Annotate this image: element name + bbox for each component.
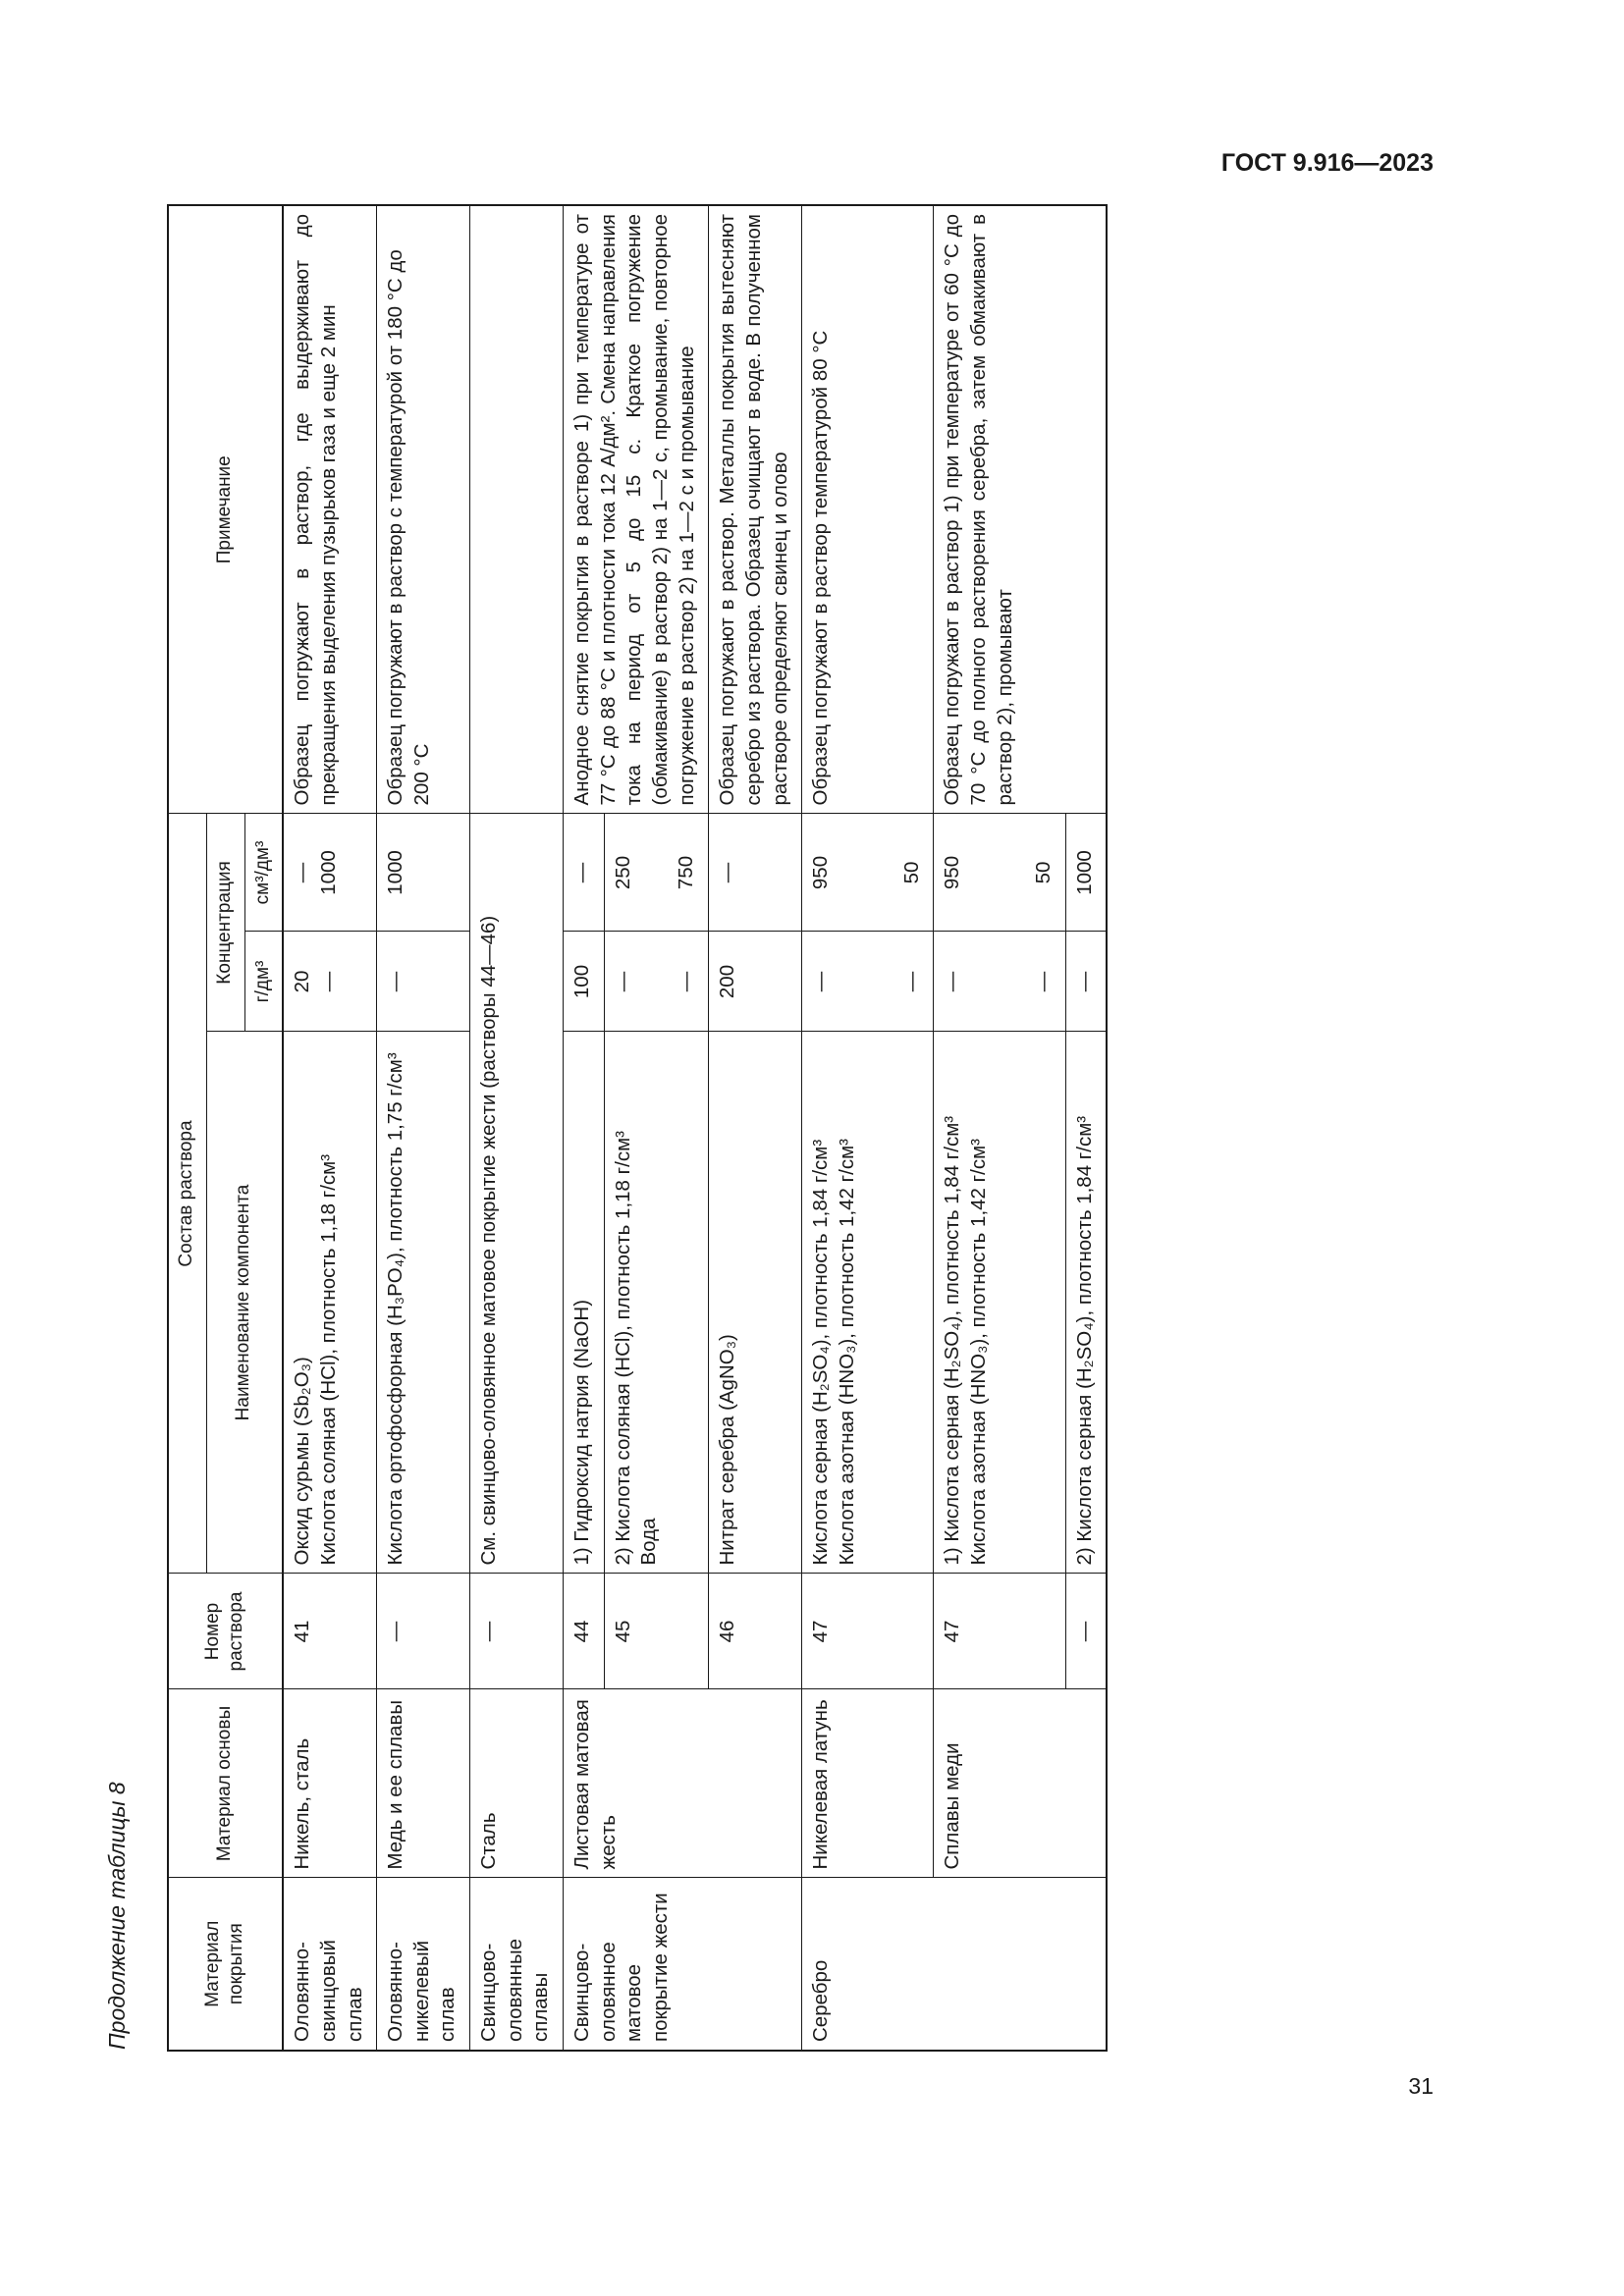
cell-note: Анодное снятие покрытия в растворе 1) при температуре от 77 °С до 88 °С и плотности тока 12 А/дм². Смена направления тока на период от 5 до 15 с. Краткое погружение (обмакивание) в раствор 2) на 1—2 с, промывание, повторное погружение в раствор 2) на 1—2 с и промывание (564, 205, 709, 814)
table-row (802, 205, 934, 2051)
header-composition: Состав раствора (168, 814, 206, 1574)
cell-base: Листовая матовая жесть (564, 1689, 802, 1878)
header-base: Материал основы (168, 1689, 283, 1878)
table-row (564, 205, 605, 2051)
component-name: 2) Кислота соляная (HCl), плотность 1,18 г/см³ (611, 1131, 634, 1566)
cell-g-dm3 (802, 932, 934, 1032)
value: — (1032, 971, 1056, 992)
cell-component: Кислота ортофосфорная (H₃PO₄), плотность 1,75 г/см³ (377, 1032, 470, 1574)
cell-component (934, 1032, 1065, 1574)
rotated-table-page (98, 108, 1473, 2071)
cell-coating: Оловянно-никелевый сплав (377, 1878, 470, 2051)
component-name: Кислота азотная (HNO₃), плотность 1,42 г/см³ (835, 1139, 858, 1566)
cell-note: Образец погружают в раствор температурой 80 °С (802, 205, 934, 814)
cell-number: 41 (283, 1574, 376, 1689)
cell-coating: Серебро (802, 1878, 1108, 2051)
cell-number: 46 (709, 1574, 802, 1689)
cell-component: 1) Гидроксид натрия (NaOH) (564, 1032, 605, 1574)
cell-note (470, 205, 564, 814)
value: — (809, 971, 833, 992)
value: — (291, 862, 314, 883)
cell-cm3-dm3: 1000 (377, 814, 470, 932)
header-g-dm3: г/дм³ (244, 932, 283, 1032)
cell-cm3-dm3 (283, 814, 376, 932)
cell-g-dm3: 100 (564, 932, 605, 1032)
cell-g-dm3: — (1065, 932, 1107, 1032)
component-name: Кислота азотная (HNO₃), плотность 1,42 г/см³ (967, 1139, 991, 1566)
cell-note: Образец погружают в раствор 1) при температуре от 60 °С до 70 °С до полного растворения серебра, затем обмакивают в раствор 2), промывают (934, 205, 1107, 814)
cell-g-dm3 (283, 932, 376, 1032)
cell-g-dm3: 200 (709, 932, 802, 1032)
table-caption: Продолжение таблицы 8 (104, 1782, 130, 2050)
cell-component (283, 1032, 376, 1574)
cell-base: Никелевая латунь (802, 1689, 934, 1878)
cell-cm3-dm3: — (709, 814, 802, 932)
table-header (168, 205, 283, 2051)
cell-cm3-dm3: — (564, 814, 605, 932)
cell-base: Сплавы меди (934, 1689, 1107, 1878)
component-name: Кислота соляная (HCl), плотность 1,18 г/см³ (316, 1153, 340, 1566)
cell-g-dm3 (934, 932, 1065, 1032)
cell-note: Образец погружают в раствор, где выдерживают до прекращения выделения пузырьков газа и еще 2 мин (283, 205, 376, 814)
cell-base: Никель, сталь (283, 1689, 376, 1878)
cell-coating: Свинцово-оловянное матовое покрытие жести (564, 1878, 802, 2051)
value: — (941, 971, 964, 992)
page-number: 31 (1408, 2073, 1434, 2099)
component-name: Вода (637, 1518, 661, 1566)
cell-note: Образец погружают в раствор. Металлы покрытия вытесняют серебро из раствора. Образец очищают в воде. В полученном растворе определяют свинец и олово (709, 205, 802, 814)
value: — (611, 971, 634, 992)
document-code: ГОСТ 9.916—2023 (1220, 149, 1434, 177)
cell-cm3-dm3 (802, 814, 934, 932)
value: 50 (1032, 861, 1056, 884)
solutions-table (167, 204, 1108, 2052)
table-row (377, 205, 470, 2051)
table-row (283, 205, 376, 2051)
table-row (934, 205, 1065, 2051)
cell-base: Сталь (470, 1689, 564, 1878)
cell-cm3-dm3 (934, 814, 1065, 932)
cell-reference: См. свинцово-оловянное матовое покрытие жести (растворы 44—46) (470, 814, 564, 1574)
cell-component (604, 1032, 708, 1574)
component-name: 1) Кислота серная (H₂SO₄), плотность 1,84 г/см³ (941, 1115, 964, 1566)
cell-number: 44 (564, 1574, 605, 1689)
value: — (899, 971, 923, 992)
cell-component: 2) Кислота серная (H₂SO₄), плотность 1,84 г/см³ (1065, 1032, 1107, 1574)
value: 950 (941, 855, 964, 890)
cell-base: Медь и ее сплавы (377, 1689, 470, 1878)
cell-component (802, 1032, 934, 1574)
cell-note: Образец погружают в раствор с температурой от 180 °С до 200 °С (377, 205, 470, 814)
cell-g-dm3: — (377, 932, 470, 1032)
value: 20 (291, 970, 314, 993)
table-row (470, 205, 564, 2051)
value: — (675, 971, 698, 992)
cell-number: 45 (604, 1574, 708, 1689)
cell-number: — (470, 1574, 564, 1689)
cell-coating: Оловянно-свинцовый сплав (283, 1878, 376, 2051)
value: 1000 (316, 850, 340, 895)
cell-coating: Свинцово-оловянные сплавы (470, 1878, 564, 2051)
header-coating: Материал покрытия (168, 1878, 283, 2051)
header-concentration: Концентрация (206, 814, 244, 1032)
cell-cm3-dm3: 1000 (1065, 814, 1107, 932)
value: 250 (611, 855, 634, 890)
cell-g-dm3 (604, 932, 708, 1032)
value: — (316, 971, 340, 992)
cell-number: 47 (802, 1574, 934, 1689)
cell-number: — (377, 1574, 470, 1689)
value: 50 (899, 861, 923, 884)
header-cm3-dm3: см³/дм³ (244, 814, 283, 932)
header-note: Примечание (168, 205, 283, 814)
cell-component: Нитрат серебра (AgNO₃) (709, 1032, 802, 1574)
cell-number: 47 (934, 1574, 1065, 1689)
component-name: Кислота серная (H₂SO₄), плотность 1,84 г/см³ (809, 1139, 833, 1566)
header-component: Наименование компонента (206, 1032, 283, 1574)
component-name: Оксид сурьмы (Sb₂O₃) (291, 1357, 314, 1566)
cell-cm3-dm3 (604, 814, 708, 932)
value: 950 (809, 855, 833, 890)
value: 750 (675, 855, 698, 890)
cell-number: — (1065, 1574, 1107, 1689)
header-number: Номер раствора (168, 1574, 283, 1689)
